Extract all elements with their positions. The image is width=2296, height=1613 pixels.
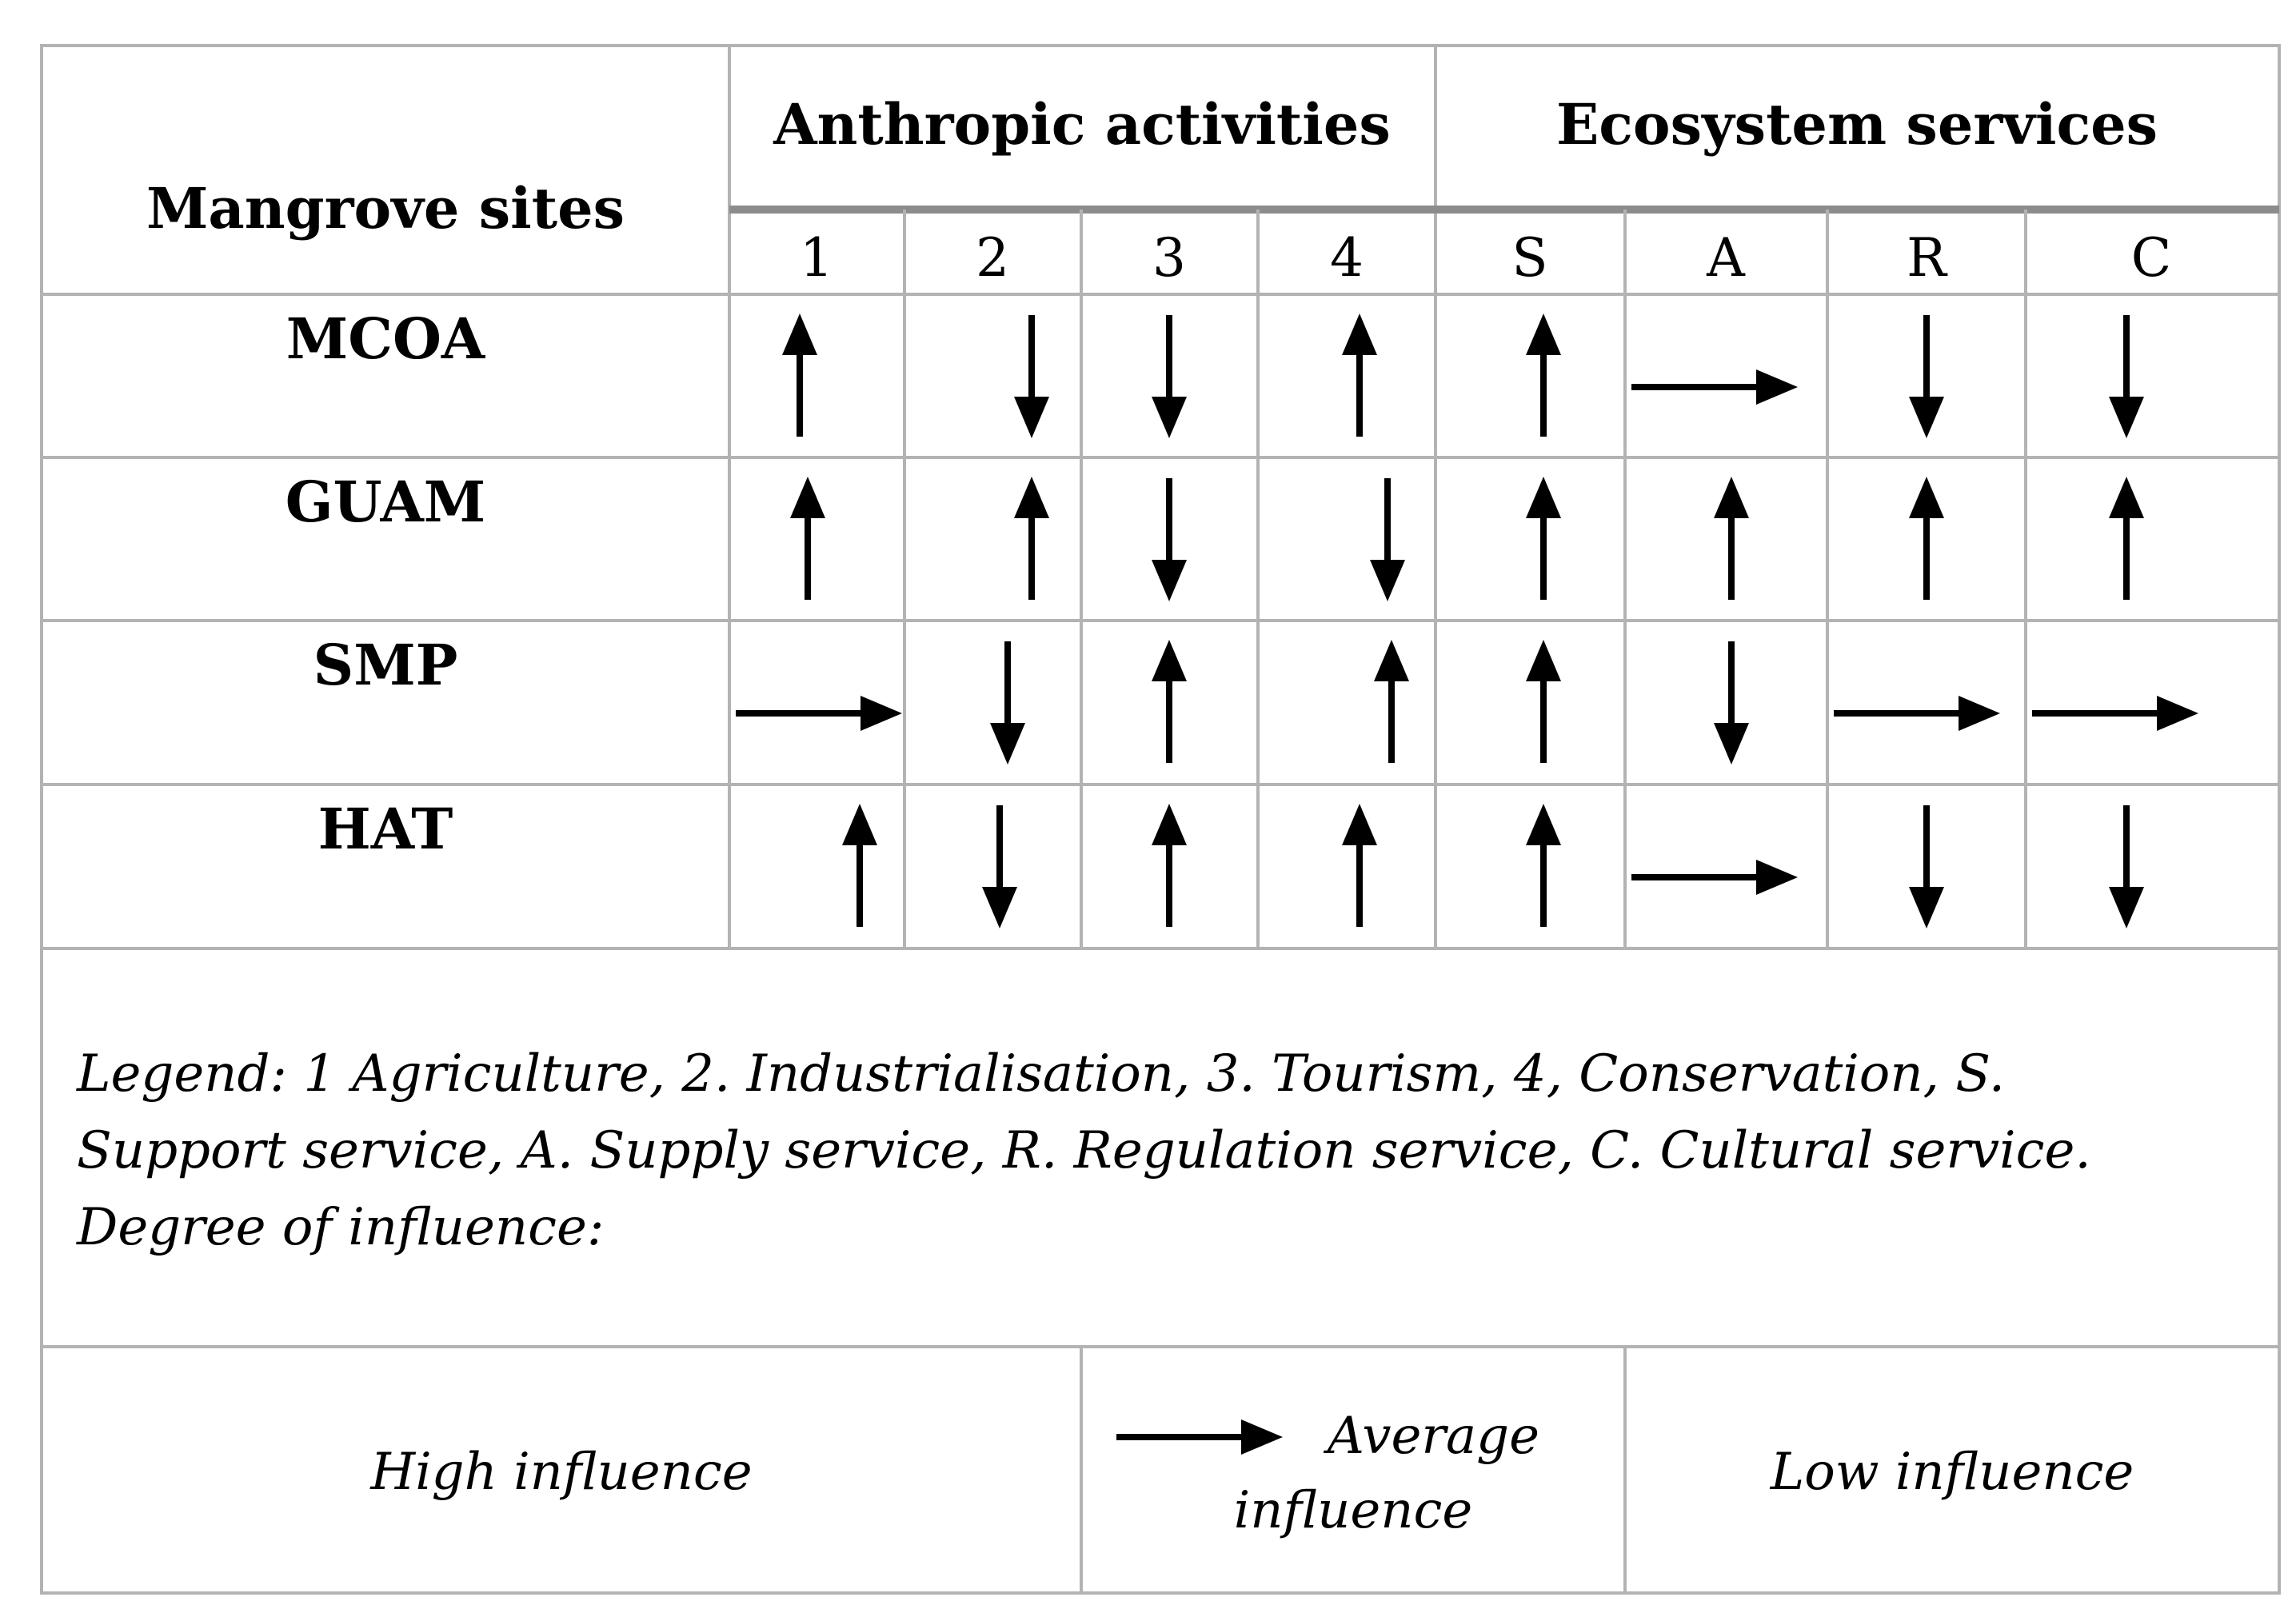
arrow-mcoa-2-down: [1014, 315, 1049, 438]
arrow-smp-4-up: [1374, 640, 1409, 763]
arrow-mcoa-a-right: [1631, 369, 1798, 405]
legend-level-dividers: [1081, 1347, 1625, 1593]
arrow-mcoa-c-down: [2109, 315, 2144, 438]
arrow-guam-3-down: [1152, 478, 1187, 601]
arrow-hat-3-up: [1152, 804, 1187, 927]
arrow-smp-a-down: [1714, 641, 1749, 765]
legend-average-arrow-icon: [1116, 1419, 1283, 1455]
arrow-hat-s-up: [1526, 804, 1561, 927]
arrow-guam-c-up: [2109, 477, 2144, 600]
arrow-smp-3-up: [1152, 640, 1187, 763]
column-header-a: A: [1707, 227, 1745, 289]
legend-high-influence: High influence: [370, 1443, 753, 1502]
arrow-mcoa-1-up: [782, 313, 817, 437]
arrow-smp-2-down: [990, 641, 1025, 765]
arrow-guam-r-up: [1909, 477, 1944, 600]
column-dividers: [904, 210, 2026, 948]
column-header-3: 3: [1152, 227, 1186, 289]
site-name-guam: GUAM: [285, 469, 486, 535]
arrow-hat-a-right: [1631, 860, 1798, 895]
site-name-mcoa: MCOA: [286, 305, 485, 372]
arrow-smp-1-right: [736, 696, 902, 731]
arrow-hat-2-down: [982, 805, 1017, 928]
legend-low-influence: Low influence: [1770, 1443, 2134, 1502]
legend-average-label-line1: Average: [1327, 1407, 1539, 1466]
arrow-mcoa-3-down: [1152, 315, 1187, 438]
arrow-smp-c-right: [2032, 696, 2198, 731]
site-name-smp: SMP: [313, 632, 458, 698]
legend-average-label-line2: influence: [1233, 1481, 1473, 1540]
arrow-hat-4-up: [1342, 804, 1377, 927]
arrow-guam-4-down: [1370, 478, 1405, 601]
column-header-2: 2: [976, 227, 1009, 289]
arrow-mcoa-4-up: [1342, 313, 1377, 437]
column-header-1: 1: [800, 227, 833, 289]
arrow-guam-s-up: [1526, 477, 1561, 600]
arrow-smp-r-right: [1834, 696, 2000, 731]
arrow-guam-2-up: [1014, 477, 1049, 600]
site-name-hat: HAT: [317, 796, 453, 862]
column-header-r: R: [1907, 227, 1947, 289]
corner-header: Mangrove sites: [146, 175, 625, 242]
column-header-4: 4: [1330, 227, 1364, 289]
arrow-guam-1-up: [790, 477, 825, 600]
arrow-smp-s-up: [1526, 640, 1561, 763]
group-header-anthropic: Anthropic activities: [773, 91, 1391, 158]
arrow-mcoa-s-up: [1526, 313, 1561, 437]
group-header-ecosystem: Ecosystem services: [1555, 91, 2158, 158]
arrow-hat-r-down: [1909, 805, 1944, 928]
legend-average-influence: [1116, 1407, 1539, 1540]
legend-text: Legend: 1 Agriculture, 2. Industrialisation, 3. Tourism, 4, Conservation, S. Support service, A. Supply service, R. Regulation service, C. Cultural service. Degree of influence:: [77, 1044, 2091, 1257]
arrow-mcoa-r-down: [1909, 315, 1944, 438]
arrow-hat-1-up: [842, 804, 877, 927]
arrow-guam-a-up: [1714, 477, 1749, 600]
arrow-hat-c-down: [2109, 805, 2144, 928]
column-header-s: S: [1511, 227, 1548, 289]
column-header-c: C: [2130, 227, 2172, 289]
